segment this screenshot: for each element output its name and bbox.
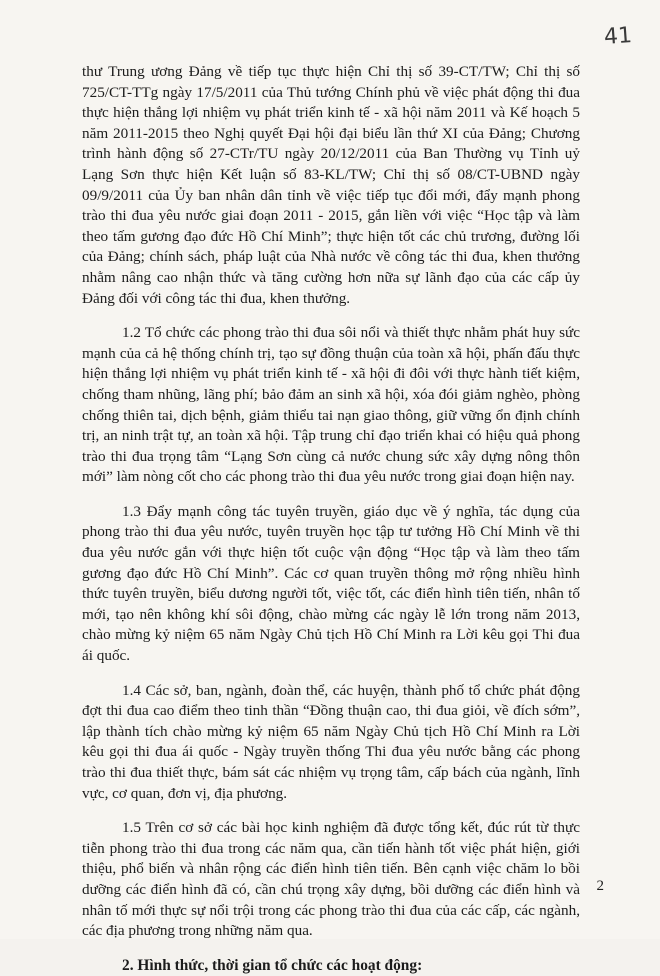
section-heading: 2. Hình thức, thời gian tổ chức các hoạt động:: [122, 956, 423, 974]
paragraph-1-2: 1.2 Tổ chức các phong trào thi đua sôi nổi và thiết thực nhằm phát huy sức mạnh của cả hệ thống chính trị, tạo sự đồng thuận của toàn xã hội, phấn đấu thực hiện thắng lợi nhiệm vụ phát triển kinh tế - xã hội đi đôi với thực hành tiết kiệm, chống tham nhũng, lãng phí; bảo đảm an sinh xã hội, xóa đói giảm nghèo, phòng chống thiên tai, dịch bệnh, giảm thiểu tai nạn giao thông, giữ vững ổn định chính trị, an ninh trật tự, an toàn xã hội. Tập trung chỉ đạo triển khai có hiệu quả phong trào thi đua trọng tâm “Lạng Sơn cùng cả nước chung sức xây dựng nông thôn mới” làm nòng cốt cho các phong trào thi đua yêu nước trong giai đoạn hiện nay.: [82, 324, 580, 486]
page-number: 2: [596, 878, 604, 894]
paragraph-1-5: 1.5 Trên cơ sở các bài học kinh nghiệm đã được tổng kết, đúc rút từ thực tiễn phong trào thi đua trong các năm qua, cần tiến hành tốt việc phát hiện, giới thiệu, phổ biến và nhân rộng các điển hình tiên tiến. Bên cạnh việc chăm lo bồi dưỡng các điển hình đã có, cần chú trọng xây dựng, bồi dưỡng các điển hình và nhân tố mới thực sự nổi trội trong các phong trào thi đua của các cấp, các ngành, các địa phương trong những năm qua.: [82, 819, 580, 940]
paragraph-1-4: 1.4 Các sở, ban, ngành, đoàn thể, các huyện, thành phố tổ chức phát động đợt thi đua cao điểm theo tinh thần “Đồng thuận cao, thi đua giỏi, về đích sớm”, lập thành tích chào mừng kỷ niệm 65 năm Ngày Chủ tịch Hồ Chí Minh ra Lời kêu gọi thi đua ái quốc - Ngày truyền thống Thi đua yêu nước bằng các phong trào thi đua thiết thực, bám sát các nhiệm vụ trọng tâm, cấp bách của ngành, lĩnh vực, cơ quan, đơn vị, địa phương.: [82, 681, 580, 802]
paragraph-1-3: 1.3 Đẩy mạnh công tác tuyên truyền, giáo dục về ý nghĩa, tác dụng của phong trào thi đua yêu nước, tuyên truyền học tập tư tưởng Hồ Chí Minh về thi đua yêu nước gắn với thực hiện tốt cuộc vận động “Học tập và làm theo tấm gương đạo đức Hồ Chí Minh”. Các cơ quan truyền thông mở rộng nhiều hình thức tuyên truyền, biểu dương người tốt, việc tốt, các điển hình tiên tiến, nhân tố mới, tạo nên không khí sôi động, chào mừng các ngày lễ lớn trong năm 2013, chào mừng kỷ niệm 65 năm Ngày Chủ tịch Hồ Chí Minh ra Lời kêu gọi Thi đua ái quốc.: [82, 502, 580, 665]
document-body: [82, 62, 580, 976]
handwritten-page-mark: 41: [603, 23, 633, 50]
paragraph-continuation: thư Trung ương Đảng về tiếp tục thực hiện Chỉ thị số 39-CT/TW; Chỉ thị số 725/CT-TTg ngày 17/5/2011 của Thủ tướng Chính phủ về việc phát động thi đua thực hiện thắng lợi nhiệm vụ phát triển kinh tế - xã hội năm 2011 và Kế hoạch 5 năm 2011-2015 theo Nghị quyết Đại hội đại biểu lần thứ XI của Đảng; Chương trình hành động số 27-CTr/TU ngày 20/12/2011 của Ban Thường vụ Tỉnh uỷ Lạng Sơn thực hiện Kết luận số 83-KL/TW; Chỉ thị số 08/CT-UBND ngày 09/9/2011 của Ủy ban nhân dân tỉnh về việc tiếp tục đổi mới, đẩy mạnh phong trào thi đua yêu nước giai đoạn 2011 - 2015, gắn liền với việc “Học tập và làm theo tấm gương đạo đức Hồ Chí Minh”; thực hiện tốt các chủ trương, đường lối của Đảng; chính sách, pháp luật của Nhà nước về công tác thi đua, khen thưởng nhằm nâng cao nhận thức và tăng cường hơn nữa sự lãnh đạo của các cấp ủy Đảng đối với công tác thi đua, khen thưởng.: [82, 63, 580, 307]
